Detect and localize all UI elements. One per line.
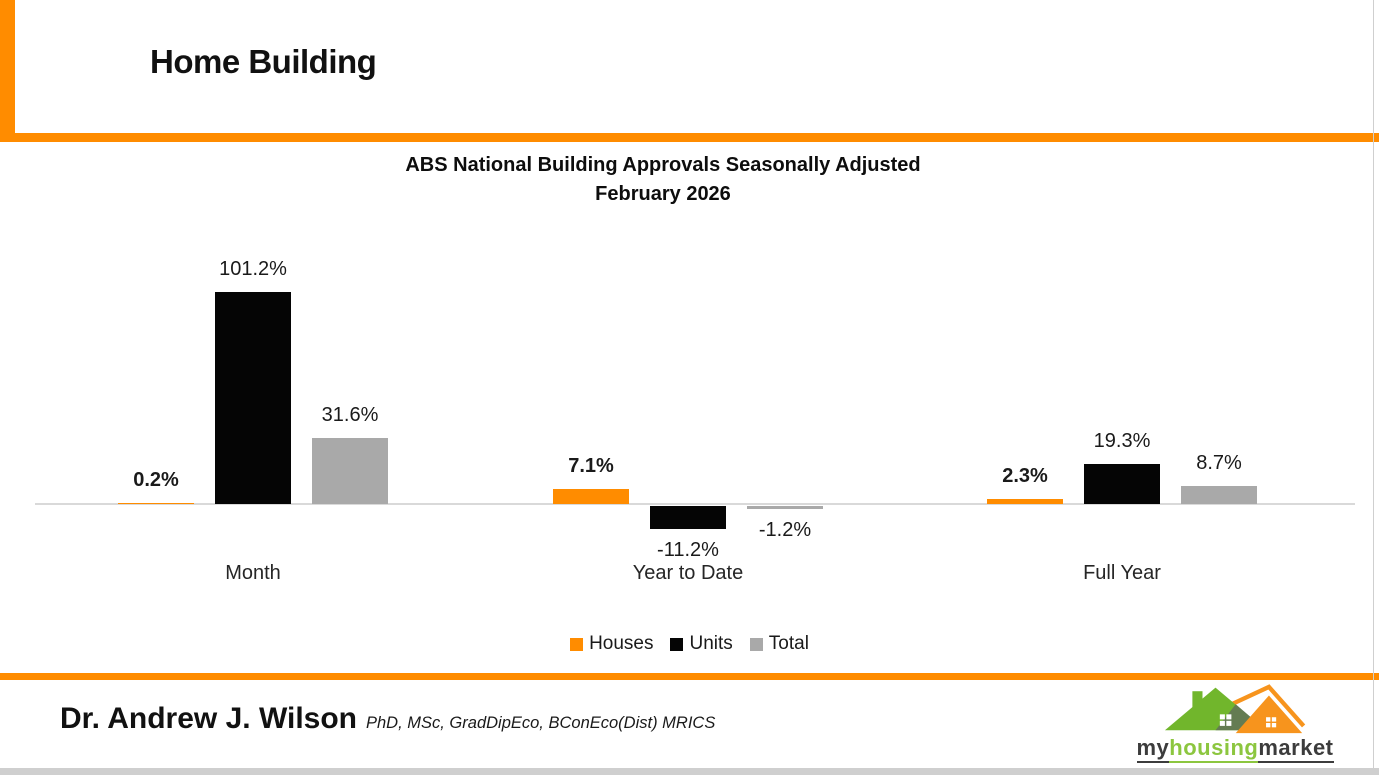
data-label-total-1: -1.2%: [758, 518, 812, 541]
legend-item-total: [750, 633, 809, 655]
bar-total-year-to-date: [747, 506, 823, 509]
footer-author: [60, 702, 715, 736]
legend-swatch-houses: [570, 638, 583, 651]
data-label-units-0: 101.2%: [219, 258, 287, 280]
category-label-year-to-date: Year to Date: [632, 562, 744, 584]
logo-text-my: my: [1137, 735, 1170, 763]
legend-label-units: Units: [689, 633, 733, 654]
chart-subtitle: February 2026: [595, 183, 731, 205]
company-logo: [1135, 684, 1335, 760]
data-label-houses-0: 0.2%: [133, 469, 179, 491]
chart-title: ABS National Building Approvals Seasonally Adjusted: [405, 154, 921, 176]
slide-edge-bottom: [0, 768, 1379, 775]
legend-label-houses: Houses: [589, 633, 654, 654]
x-axis-line: [35, 503, 1355, 505]
bar-units-full-year: [1084, 464, 1160, 504]
legend-label-total: Total: [768, 633, 809, 654]
chart-legend: [0, 633, 1379, 655]
houses-logo-icon: [1150, 684, 1320, 736]
bar-units-year-to-date: [650, 506, 726, 529]
logo-text-market: market: [1258, 735, 1333, 763]
data-label-units-2: 19.3%: [1093, 429, 1151, 452]
logo-wordmark: [1135, 736, 1335, 760]
author-credentials: PhD, MSc, GradDipEco, BConEco(Dist) MRICS: [366, 714, 716, 732]
legend-item-units: [670, 633, 732, 655]
slide-edge-right: [1373, 0, 1374, 775]
bar-total-full-year: [1181, 486, 1257, 504]
author-name: Dr. Andrew J. Wilson: [60, 702, 357, 735]
header-accent-bar: [0, 0, 15, 142]
bar-total-month: [312, 438, 388, 504]
legend-swatch-units: [670, 638, 683, 651]
data-label-houses-1: 7.1%: [568, 455, 614, 478]
bar-units-month: [215, 292, 291, 504]
header-divider: [0, 133, 1379, 142]
page-title: Home Building: [150, 43, 377, 80]
legend-item-houses: [570, 633, 653, 655]
category-label-month: Month: [225, 562, 281, 584]
data-label-units-1: -11.2%: [657, 539, 719, 562]
logo-text-housing: housing: [1169, 735, 1258, 763]
data-label-total-2: 8.7%: [1196, 451, 1242, 474]
bar-houses-year-to-date: [553, 489, 629, 504]
legend-swatch-total: [750, 638, 763, 651]
category-label-full-year: Full Year: [1083, 562, 1161, 584]
data-label-total-0: 31.6%: [321, 403, 379, 426]
data-label-houses-2: 2.3%: [1002, 465, 1048, 488]
footer-divider: [0, 673, 1379, 680]
